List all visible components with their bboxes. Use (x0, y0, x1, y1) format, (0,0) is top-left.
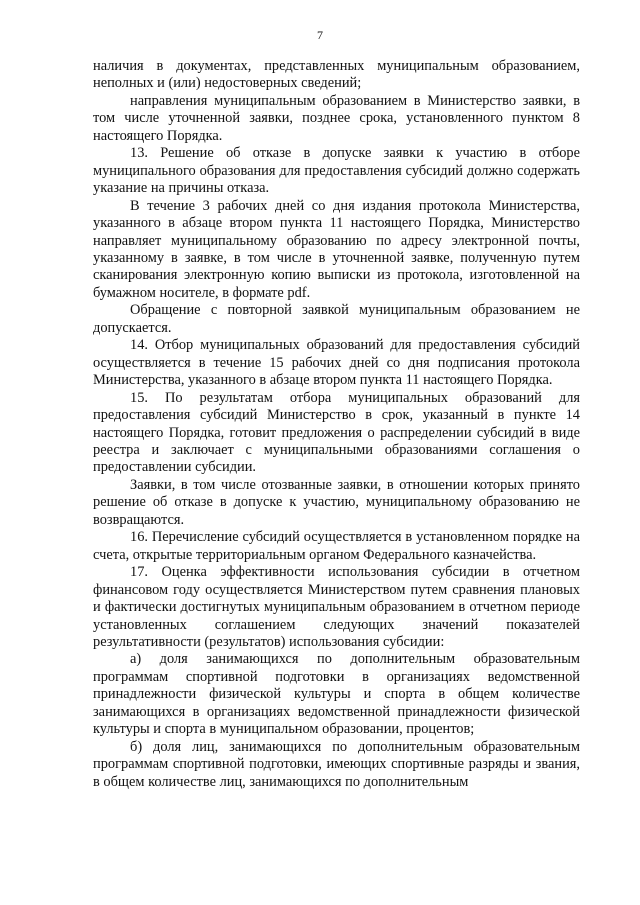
paragraph-item-16: 16. Перечисление субсидий осуществляется в установленном порядке на счета, открытые территориальным органом Федерального казначейства. (93, 529, 580, 563)
paragraph-repeat-application: Обращение с повторной заявкой муниципальным образованием не допускается. (93, 302, 580, 336)
page-number: 7 (317, 28, 323, 42)
paragraph-applications-not-returned: Заявки, в том числе отозванные заявки, в отношении которых принято решение об отказе в допуске к участию, муниципальному образованию не возвращаются. (93, 476, 580, 528)
paragraph-item-14: 14. Отбор муниципальных образований для предоставления субсидий осуществляется в течение 15 рабочих дней со дня подписания протокола Министерства, указанного в абзаце втором пункта 11 настоящего Порядка. (93, 337, 580, 389)
paragraph-refusal-reason-late-submission: направления муниципальным образованием в Министерство заявки, в том числе уточненной заявки, позднее срока, установленного пунктом 8 настоящего Порядка. (93, 92, 580, 144)
paragraph-item-13: 13. Решение об отказе в допуске заявки к участию в отборе муниципального образования для предоставления субсидий должно содержать указание на причины отказа. (93, 145, 580, 197)
paragraph-item-15: 15. По результатам отбора муниципальных образований для предоставления субсидий Министерство в срок, указанный в пункте 14 настоящего Порядка, готовит предложения о распределении субсидий в виде реестра и заключает с муниципальными образованиями соглашения о предоставлении субсидии. (93, 389, 580, 476)
paragraph-item-17: 17. Оценка эффективности использования субсидии в отчетном финансовом году осуществляется Министерством путем сравнения плановых и фактически достигнутых муниципальным образованием в отчетном периоде установленных соглашением следующих значений показателей результативности (результатов) использования субсидии: (93, 564, 580, 650)
paragraph-refusal-reason-incomplete-info: наличия в документах, представленных муниципальным образованием, неполных и (или) недостоверных сведений; (93, 58, 580, 92)
paragraph-protocol-notification: В течение 3 рабочих дней со дня издания протокола Министерства, указанного в абзаце втором пункта 11 настоящего Порядка, Министерство направляет муниципальному образованию по адресу электронной почты, указанному в заявке, в том числе в уточненной заявке, полученную путем сканирования электронную копию выписки из протокола, изготовленной на бумажном носителе, в формате pdf. (93, 197, 580, 301)
paragraph-indicator-a: а) доля занимающихся по дополнительным образовательным программам спортивной подготовки в организациях ведомственной принадлежности физической культуры и спорта в общем количестве занимающихся в организациях ведомственной принадлежности физической культуры и спорта в муниципальном образовании, процентов; (93, 651, 580, 738)
document-text-body (93, 58, 580, 791)
paragraph-indicator-b: б) доля лиц, занимающихся по дополнительным образовательным программам спортивной подготовки, имеющих спортивные разряды и звания, в общем количестве лиц, занимающихся по дополнительным (93, 738, 580, 790)
